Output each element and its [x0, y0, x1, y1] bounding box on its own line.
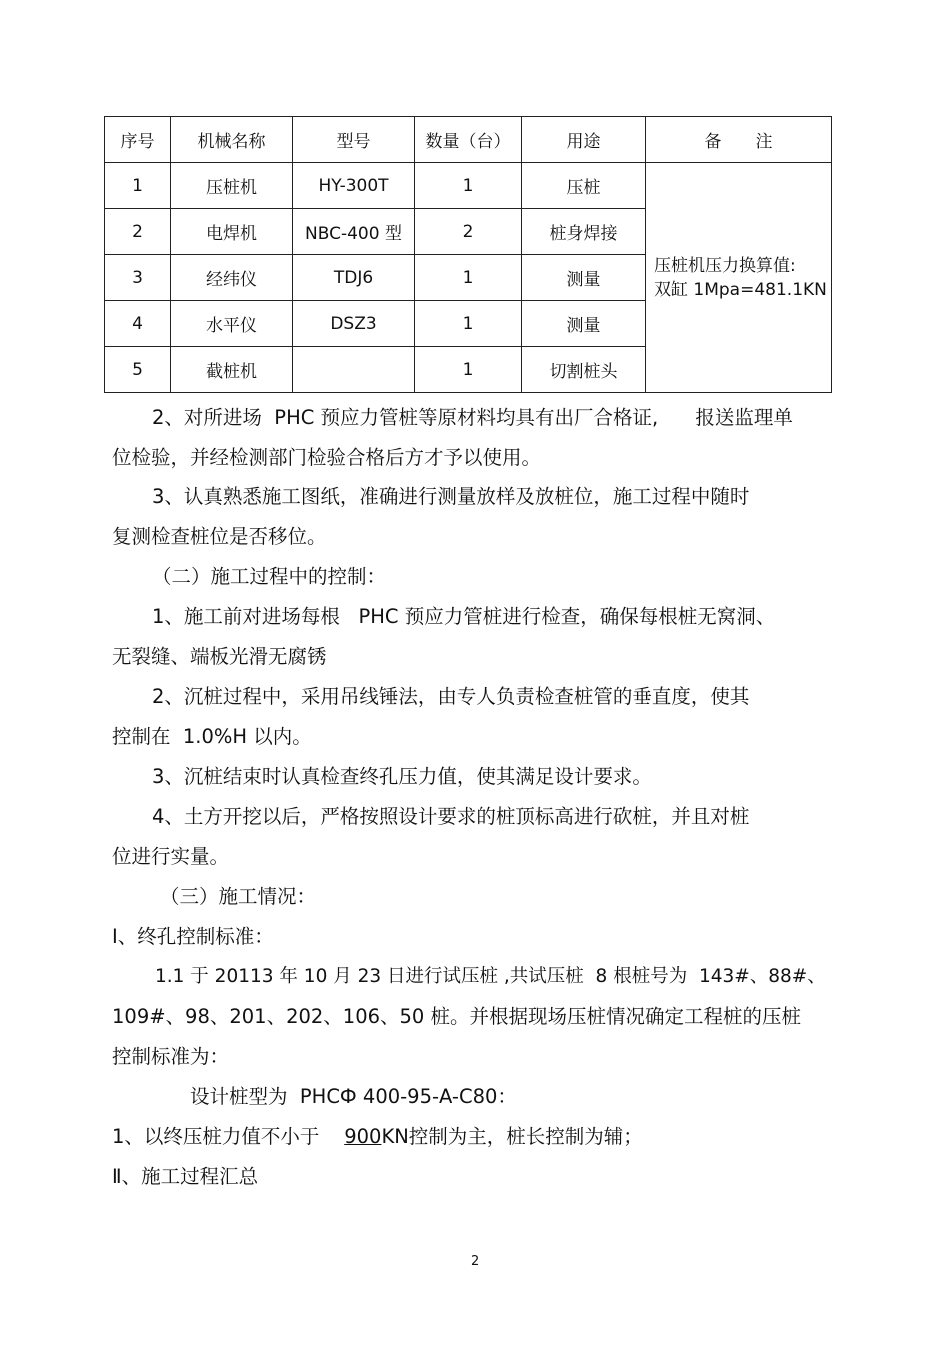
subsection-heading: Ⅱ、施工过程汇总 — [112, 1165, 259, 1188]
cell-model: DSZ3 — [293, 301, 415, 347]
cell-name: 截桩机 — [171, 347, 293, 393]
paragraph-line: 2、对所进场 PHC 预应力管桩等原材料均具有出厂合格证, 报送监理单 — [152, 406, 793, 429]
rule-value: 900 — [344, 1125, 382, 1148]
paragraph-line: 3、认真熟悉施工图纸，准确进行测量放样及放桩位，施工过程中随时 — [152, 485, 750, 508]
header-cell: 机械名称 — [171, 117, 293, 163]
cell-no: 3 — [105, 255, 171, 301]
cell-use: 测量 — [522, 255, 646, 301]
paragraph-line: 控制标准为： — [112, 1045, 230, 1068]
paragraph-line: 复测检查桩位是否移位。 — [112, 525, 327, 548]
cell-name: 经纬仪 — [171, 255, 293, 301]
cell-name: 电焊机 — [171, 209, 293, 255]
cell-use: 压桩 — [522, 163, 646, 209]
paragraph-line: 位检验，并经检测部门检验合格后方才予以使用。 — [112, 446, 542, 469]
header-cell: 备 注 — [646, 117, 832, 163]
header-cell: 用途 — [522, 117, 646, 163]
remark-cell — [646, 163, 832, 393]
subsection-heading: Ⅰ、终孔控制标准： — [112, 925, 274, 948]
paragraph-line: 109#、98、201、202、106、50 桩。并根据现场压桩情况确定工程桩的压桩 — [112, 1005, 802, 1028]
cell-qty: 1 — [415, 163, 522, 209]
cell-qty: 2 — [415, 209, 522, 255]
cell-no: 1 — [105, 163, 171, 209]
cell-name: 水平仪 — [171, 301, 293, 347]
rule-prefix: 1、以终压桩力值不小于 — [112, 1125, 345, 1148]
cell-qty: 1 — [415, 347, 522, 393]
cell-qty: 1 — [415, 255, 522, 301]
paragraph-line: 4、土方开挖以后，严格按照设计要求的桩顶标高进行砍桩，并且对桩 — [152, 805, 750, 828]
remark-line: 双缸 1Mpa=481.1KN — [654, 279, 827, 300]
rule-suffix: KN控制为主，桩长控制为辅； — [381, 1125, 643, 1148]
cell-use: 切割桩头 — [522, 347, 646, 393]
cell-name: 压桩机 — [171, 163, 293, 209]
cell-model: TDJ6 — [293, 255, 415, 301]
section-heading: （二）施工过程中的控制： — [152, 565, 387, 588]
control-rule — [112, 1124, 643, 1150]
paragraph-line: 无裂缝、端板光滑无腐锈 — [112, 645, 327, 668]
paragraph-line: 位进行实量。 — [112, 845, 230, 868]
paragraph-line: 1.1 于 20113 年 10 月 23 日进行试压桩 ,共试压桩 8 根桩号为 143#、88#、 — [155, 966, 826, 987]
header-cell: 序号 — [105, 117, 171, 163]
equipment-table — [104, 116, 832, 393]
paragraph-line: 1、施工前对进场每根 PHC 预应力管桩进行检查，确保每根桩无窝洞、 — [152, 605, 776, 628]
cell-no: 4 — [105, 301, 171, 347]
cell-model: HY-300T — [293, 163, 415, 209]
paragraph-line: 3、沉桩结束时认真检查终孔压力值，使其满足设计要求。 — [152, 765, 652, 788]
cell-no: 2 — [105, 209, 171, 255]
section-heading: （三）施工情况： — [160, 885, 317, 908]
table-row — [105, 163, 832, 209]
cell-qty: 1 — [415, 301, 522, 347]
cell-use: 测量 — [522, 301, 646, 347]
table-header-row — [105, 117, 832, 163]
cell-model — [293, 347, 415, 393]
cell-use: 桩身焊接 — [522, 209, 646, 255]
cell-model: NBC-400 型 — [293, 209, 415, 255]
cell-no: 5 — [105, 347, 171, 393]
header-cell: 数量（台） — [415, 117, 522, 163]
page-number: 2 — [471, 1254, 480, 1269]
paragraph-line: 控制在 1.0%H 以内。 — [112, 725, 312, 748]
remark-line: 压桩机压力换算值: — [654, 255, 796, 276]
header-cell: 型号 — [293, 117, 415, 163]
paragraph-line: 2、沉桩过程中，采用吊线锤法，由专人负责检查桩管的垂直度，使其 — [152, 685, 750, 708]
design-pile-type: 设计桩型为 PHCФ 400-95-A-C80： — [190, 1085, 517, 1108]
